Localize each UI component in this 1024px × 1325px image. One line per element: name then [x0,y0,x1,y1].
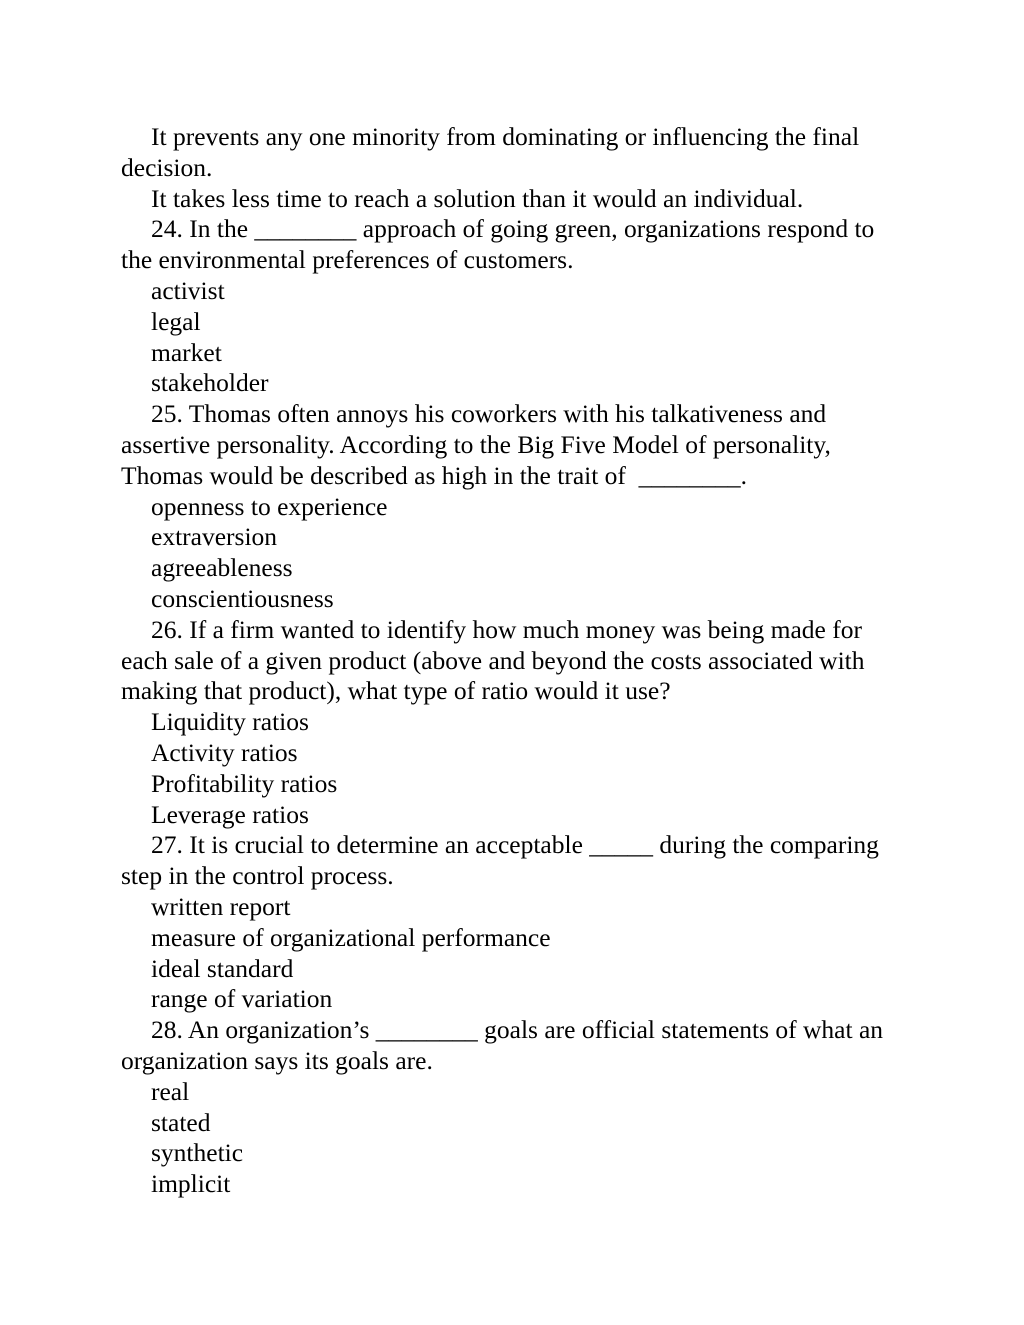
answer-option: agreeableness [151,553,293,583]
answer-option: Activity ratios [151,737,298,767]
answer-option: range of variation [151,984,333,1014]
question-27: 27. It is crucial to determine an acceptable _____ during the comparing step in the control process. [121,830,886,891]
answer-option: implicit [151,1169,231,1199]
answer-option: market [151,337,222,367]
question-28: 28. An organization’s ________ goals are official statements of what an organization says its goals are. [121,1015,890,1075]
answer-option: written report [151,891,291,921]
question-25: 25. Thomas often annoys his coworkers with his talkativeness and assertive personality. According to the Big Five Model of personality, Thomas would be described as high in the trait of ________. [121,399,837,490]
answer-option: synthetic [151,1138,244,1168]
answer-option: ideal standard [151,953,294,983]
answer-option: legal [151,306,201,336]
answer-option: It takes less time to reach a solution than it would an individual. [151,183,804,213]
question-26: 26. If a firm wanted to identify how much money was being made for each sale of a given product (above and beyond the costs associated with making that product), what type of ratio would it use? [121,614,871,706]
answer-option: real [151,1076,190,1106]
question-24: 24. In the ________ approach of going green, organizations respond to the environmental preferences of customers. [121,214,881,275]
answer-option: stakeholder [151,368,269,398]
answer-option: Liquidity ratios [151,707,309,737]
document-page [121,122,911,1200]
answer-option: openness to experience [151,491,388,521]
answer-option: It prevents any one minority from dominating or influencing the final decision. [121,122,866,182]
answer-option: measure of organizational performance [151,922,551,952]
answer-option: extraversion [151,522,278,552]
answer-option: Leverage ratios [151,799,309,829]
answer-option: conscientiousness [151,583,334,613]
answer-option: activist [151,275,225,305]
answer-option: Profitability ratios [151,768,338,798]
answer-option: stated [151,1107,211,1137]
